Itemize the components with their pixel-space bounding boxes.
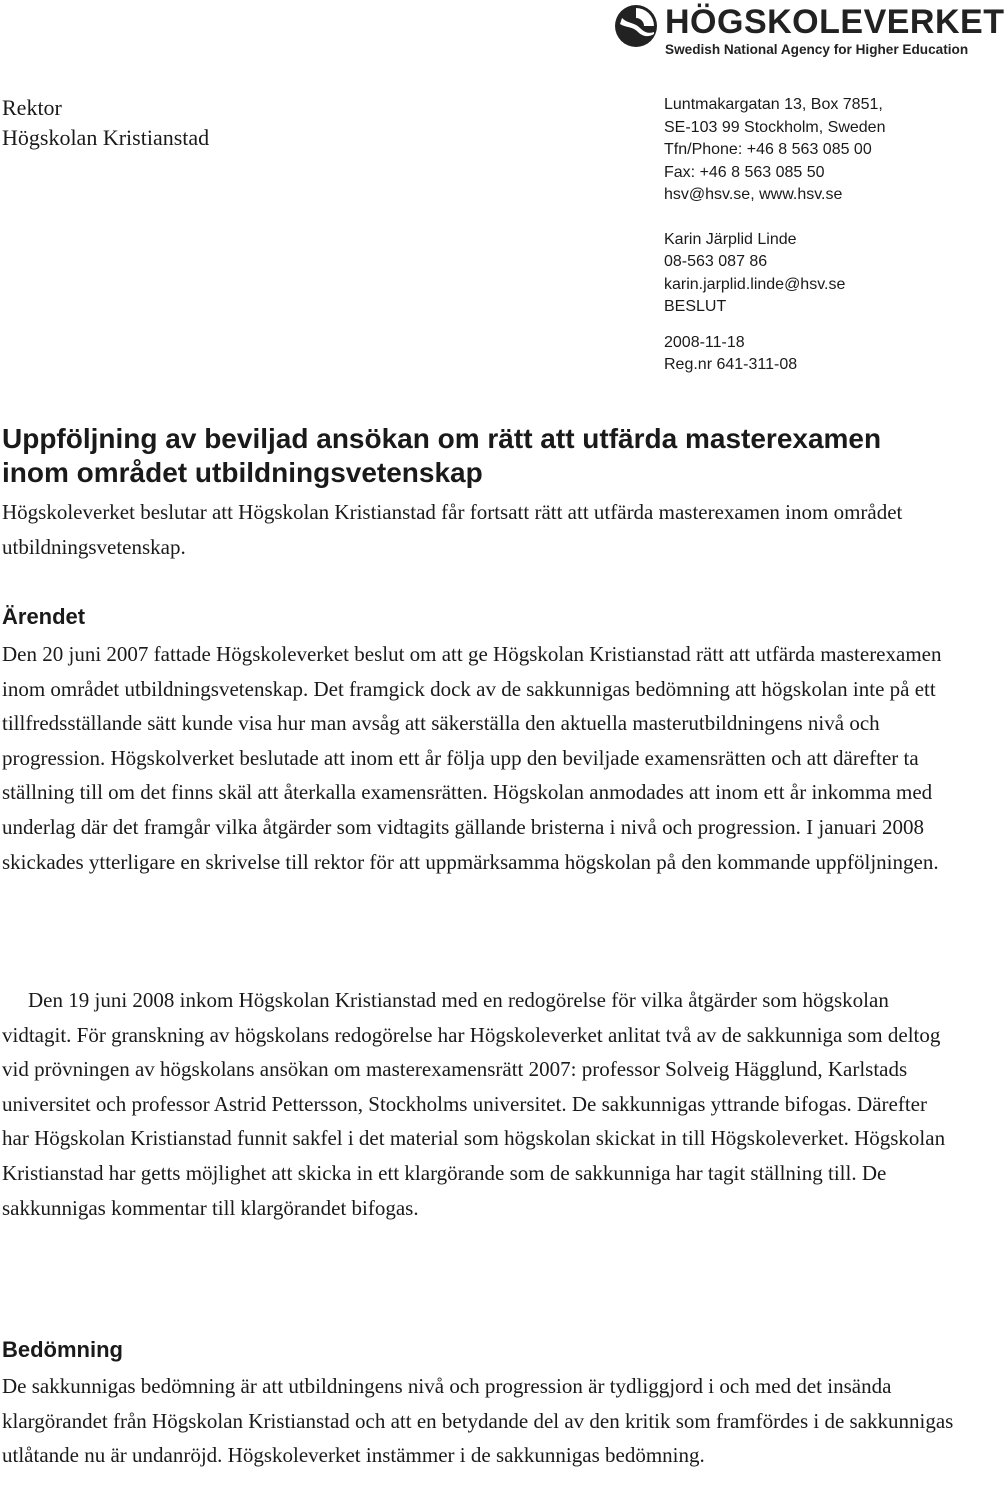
arendet-paragraph-2: Den 19 juni 2008 inkom Högskolan Kristianstad med en redogörelse för vilka åtgärder som högskolan vidtagit. För granskning av högskolans redogörelse har Högskoleverket anlitat två av de sakkunniga som deltog vid prövningen av högskolans ansökan om masterexamensrätt 2007: professor Solveig Hägglund, Karlstads universitet och professor Astrid Pettersson, Stockholms universitet. De sakkunnigas yttrande bifogas. Därefter har Högskolan Kristianstad funnit sakfel i det material som högskolan skickat in till Högskoleverket. Högskolan Kristianstad har getts möjlighet att skicka in ett klargörande som de sakkunniga har tagit ställning till. De sakkunnigas kommentar till klargörandet bifogas. <box>2 988 946 1220</box>
sender-phone: Tfn/Phone: +46 8 563 085 00 <box>664 141 872 158</box>
agency-name: HÖGSKOLEVERKET <box>665 3 1004 41</box>
contact-email: karin.jarplid.linde@hsv.se <box>664 275 846 293</box>
decision-summary: Högskoleverket beslutar att Högskolan Kristianstad får fortsatt rätt att utfärda masterexamen inom området utbildningsvetenskap. <box>2 500 903 559</box>
sender-address-line1: Luntmakargatan 13, Box 7851, <box>664 96 883 113</box>
registration-number: Reg.nr 641-311-08 <box>664 356 798 373</box>
recipient-title: Rektor <box>2 95 62 120</box>
contact-name: Karin Järplid Linde <box>664 230 797 248</box>
sender-fax: Fax: +46 8 563 085 50 <box>664 163 825 181</box>
sender-address-line2: SE-103 99 Stockholm, Sweden <box>664 118 886 136</box>
agency-logo <box>612 2 1004 64</box>
recipient-institution: Högskolan Kristianstad <box>2 125 210 150</box>
bedomning-paragraph: De sakkunnigas bedömning är att utbildningens nivå och progression är tydliggjord i och med det insända klargörandet från Högskolan Kristianstad och att en betydande del av den kritik som framfördes i de sakkunnigas utlåtande nu är undanröjd. Högskoleverket instämmer i de sakkunnigas bedömning. <box>2 1374 954 1468</box>
document-title: Uppföljning av beviljad ansökan om rätt att utfärda masterexamen inom området utbildningsvetenskap <box>2 423 882 488</box>
section-heading-bedomning: Bedömning <box>2 1337 123 1362</box>
document-date: 2008-11-18 <box>664 333 745 351</box>
arendet-paragraph-1: Den 20 juni 2007 fattade Högskoleverket beslut om att ge Högskolan Kristianstad rätt att utfärda masterexamen inom området utbildningsvetenskap. Det framgick dock av de sakkunnigas bedömning att högskolan inte på ett tillfredsställande sätt kunde visa hur man avsåg att säkerställa den aktuella masterutbildningens nivå och progression. Högskolverket beslutade att inom ett år följa upp den beviljade examensrätten och att därefter ta ställning till om det finns skäl att återkalla examensrätten. Högskolan anmodades att inom ett år inkomma med underlag där det framgår vilka åtgärder som vidtagits gällande bristerna i nivå och progression. I januari 2008 skickades ytterligare en skrivelse till rektor för att uppmärksamma högskolan på den kommande uppföljningen. <box>2 642 942 874</box>
contact-phone: 08-563 087 86 <box>664 253 768 270</box>
section-heading-arendet: Ärendet <box>2 604 86 629</box>
agency-subtitle: Swedish National Agency for Higher Education <box>665 42 969 57</box>
recipient-block <box>2 93 209 153</box>
document-type: BESLUT <box>664 298 727 315</box>
agency-emblem-icon <box>614 4 658 48</box>
sender-web: hsv@hsv.se, www.hsv.se <box>664 186 843 203</box>
sender-block <box>664 94 885 377</box>
